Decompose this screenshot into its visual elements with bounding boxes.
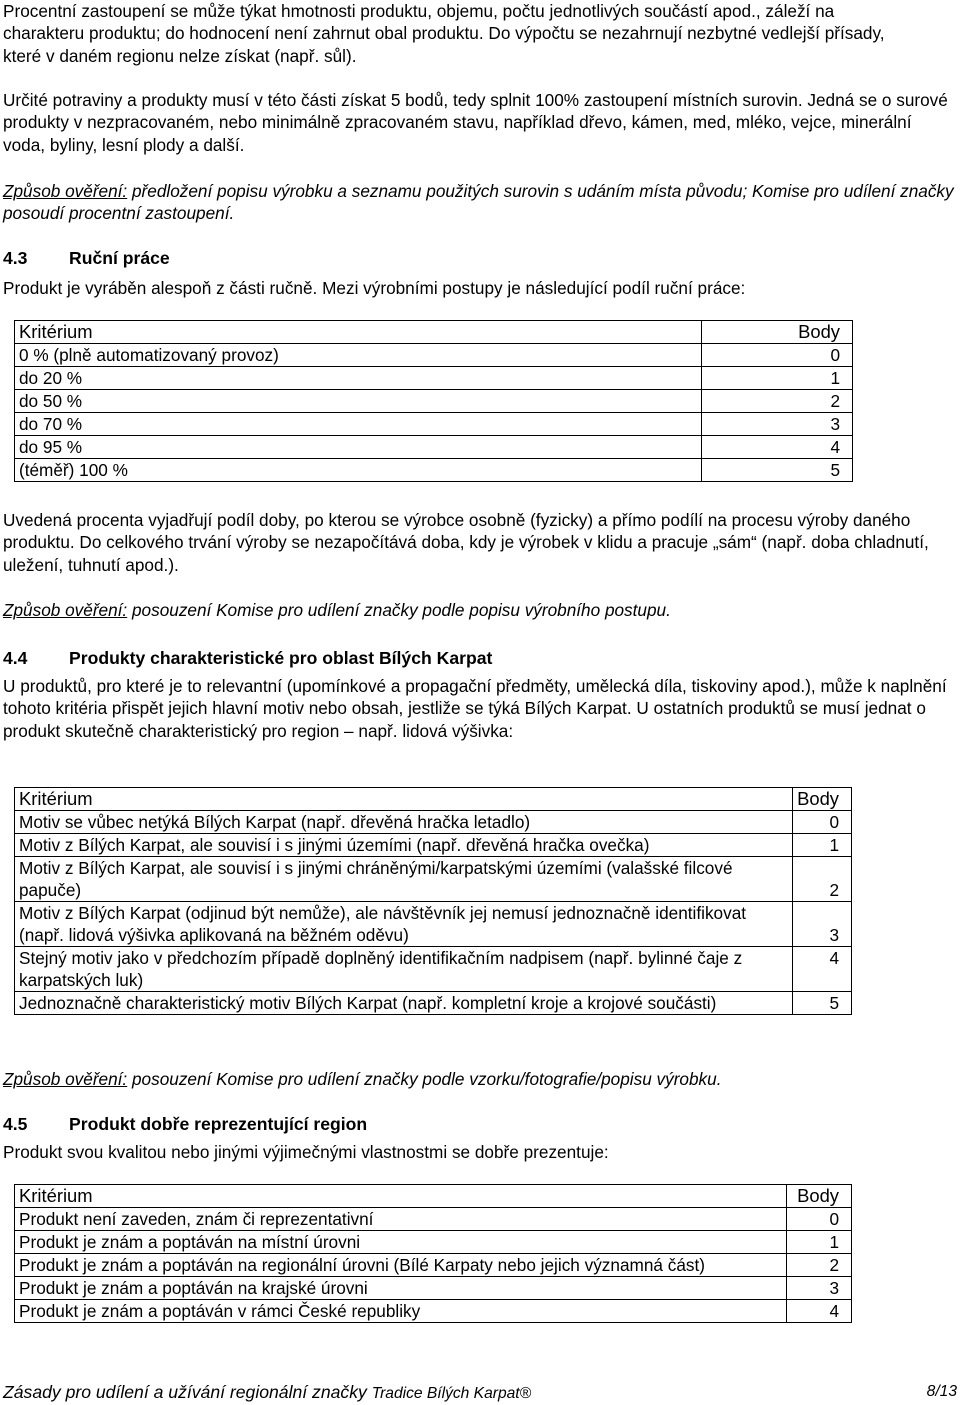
points-cell: 1 bbox=[786, 1231, 851, 1254]
verification-label: Způsob ověření: bbox=[3, 181, 128, 201]
points-cell: 5 bbox=[702, 459, 853, 482]
header-points: Body bbox=[793, 788, 852, 811]
criteria-table-reputation bbox=[14, 1184, 852, 1323]
points-cell: 5 bbox=[793, 992, 852, 1015]
criterion-cell: do 50 % bbox=[15, 390, 702, 413]
footer-title: Zásady pro udílení a užívání regionální značky bbox=[3, 1382, 372, 1402]
table-row bbox=[15, 1300, 852, 1323]
table-row bbox=[15, 390, 853, 413]
table-row bbox=[15, 1254, 852, 1277]
table-row bbox=[15, 344, 853, 367]
section-intro-4-4: U produktů, pro které je to relevantní (upomínkové a propagační předměty, umělecká díla, tiskoviny apod.), může k naplnění tohoto kritéria přispět jejich hlavní motiv nebo obsah, jestliže se týká Bílých Karpat. U ostatních produktů se musí jednat o produkt skutečně charakteristický pro region – např. lidová výšivka: bbox=[3, 676, 947, 741]
section-title: Produkty charakteristické pro oblast Bílých Karpat bbox=[69, 648, 493, 668]
table-row bbox=[15, 834, 852, 857]
criterion-cell: Motiv z Bílých Karpat, ale souvisí i s jinými územími (např. dřevěná hračka ovečka) bbox=[15, 834, 793, 857]
verification-label: Způsob ověření: bbox=[3, 600, 128, 620]
section-title: Ruční práce bbox=[69, 248, 170, 268]
criterion-cell: 0 % (plně automatizovaný provoz) bbox=[15, 344, 702, 367]
verification-4-2 bbox=[3, 180, 957, 225]
criterion-cell: Motiv se vůbec netýká Bílých Karpat (např. dřevěná hračka letadlo) bbox=[15, 811, 793, 834]
table-row bbox=[15, 367, 853, 390]
section-intro-4-5: Produkt svou kvalitou nebo jinými výjimečnými vlastnostmi se dobře prezentuje: bbox=[3, 1142, 609, 1162]
points-cell: 3 bbox=[702, 413, 853, 436]
section-number: 4.4 bbox=[3, 648, 28, 668]
section-heading-4-5 bbox=[3, 1113, 367, 1135]
criterion-cell: do 20 % bbox=[15, 367, 702, 390]
criterion-cell: Produkt je znám a poptáván na regionální úrovni (Bílé Karpaty nebo jejich významná část) bbox=[15, 1254, 787, 1277]
table-header-row bbox=[15, 321, 853, 344]
verification-label: Způsob ověření: bbox=[3, 1069, 128, 1089]
points-cell: 1 bbox=[702, 367, 853, 390]
points-cell: 3 bbox=[786, 1277, 851, 1300]
section-heading-4-4 bbox=[3, 647, 492, 669]
criterion-cell: Produkt není zaveden, znám či reprezentativní bbox=[15, 1208, 787, 1231]
points-cell: 2 bbox=[702, 390, 853, 413]
table-row bbox=[15, 413, 853, 436]
table-header-row bbox=[15, 788, 852, 811]
points-cell: 1 bbox=[793, 834, 852, 857]
criterion-cell: Produkt je znám a poptáván na krajské úrovni bbox=[15, 1277, 787, 1300]
criterion-cell: do 70 % bbox=[15, 413, 702, 436]
header-criterion: Kritérium bbox=[15, 1185, 787, 1208]
points-cell: 2 bbox=[786, 1254, 851, 1277]
criteria-table-motif bbox=[14, 787, 852, 1015]
table-header-row bbox=[15, 1185, 852, 1208]
verification-4-4 bbox=[3, 1068, 957, 1090]
table-row bbox=[15, 947, 852, 992]
section-intro-4-3: Produkt je vyráběn alespoň z části ručně. Mezi výrobními postupy je následující podíl ruční práce: bbox=[3, 278, 746, 298]
section-number: 4.5 bbox=[3, 1114, 28, 1134]
criteria-table-handwork bbox=[14, 320, 853, 482]
table-row bbox=[15, 1231, 852, 1254]
points-cell: 4 bbox=[702, 436, 853, 459]
points-cell: 0 bbox=[702, 344, 853, 367]
section-title: Produkt dobře reprezentující region bbox=[69, 1114, 368, 1134]
table-row bbox=[15, 902, 852, 947]
paragraph-handwork-explanation: Uvedená procenta vyjadřují podíl doby, po kterou se výrobce osobně (fyzicky) a přímo podílí na procesu výroby daného produktu. Do celkového trvání výroby se nezapočítává doba, kdy je výrobek v klidu a pracuje „sám“ (např. doba chladnutí, uležení, tuhnutí apod.). bbox=[3, 510, 929, 575]
points-cell: 3 bbox=[793, 902, 852, 947]
criterion-cell: (téměř) 100 % bbox=[15, 459, 702, 482]
points-cell: 4 bbox=[786, 1300, 851, 1323]
verification-text: posouzení Komise pro udílení značky podle popisu výrobního postupu. bbox=[127, 600, 671, 620]
table-row bbox=[15, 459, 853, 482]
points-cell: 0 bbox=[793, 811, 852, 834]
header-criterion: Kritérium bbox=[15, 788, 793, 811]
section-heading-4-3 bbox=[3, 247, 170, 269]
points-cell: 4 bbox=[793, 947, 852, 992]
criterion-cell: do 95 % bbox=[15, 436, 702, 459]
verification-text: předložení popisu výrobku a seznamu použitých surovin s udáním místa původu; Komise pro udílení značky posoudí procentní zastoupení. bbox=[3, 181, 954, 224]
criterion-cell: Produkt je znám a poptáván na místní úrovni bbox=[15, 1231, 787, 1254]
table-row bbox=[15, 992, 852, 1015]
criterion-cell: Jednoznačně charakteristický motiv Bílých Karpat (např. kompletní kroje a krojové součásti) bbox=[15, 992, 793, 1015]
verification-4-3 bbox=[3, 599, 957, 621]
points-cell: 2 bbox=[793, 857, 852, 902]
table-row bbox=[15, 1277, 852, 1300]
page-footer bbox=[3, 1381, 957, 1405]
header-points: Body bbox=[702, 321, 853, 344]
table-row bbox=[15, 1208, 852, 1231]
page-number: 8/13 bbox=[926, 1383, 957, 1400]
footer-brand: Tradice Bílých Karpat® bbox=[371, 1385, 532, 1402]
header-points: Body bbox=[786, 1185, 851, 1208]
verification-text: posouzení Komise pro udílení značky podle vzorku/fotografie/popisu výrobku. bbox=[127, 1069, 722, 1089]
paragraph-raw-products: Určité potraviny a produkty musí v této části získat 5 bodů, tedy splnit 100% zastoupení místních surovin. Jedná se o surové produkty v nezpracovaném, nebo minimálně zpracovaném stavu, například dřevo, kámen, med, mléko, vejce, minerální voda, byliny, lesní plody a další. bbox=[3, 90, 948, 155]
table-row bbox=[15, 811, 852, 834]
header-criterion: Kritérium bbox=[15, 321, 702, 344]
table-row bbox=[15, 436, 853, 459]
criterion-cell: Produkt je znám a poptáván v rámci České republiky bbox=[15, 1300, 787, 1323]
criterion-cell: Motiv z Bílých Karpat, ale souvisí i s jinými chráněnými/karpatskými územími (valašské filcové papuče) bbox=[15, 857, 793, 902]
section-number: 4.3 bbox=[3, 248, 28, 268]
points-cell: 0 bbox=[786, 1208, 851, 1231]
paragraph-percentage: Procentní zastoupení se může týkat hmotnosti produktu, objemu, počtu jednotlivých součástí apod., záleží na charakteru produktu; do hodnocení není zahrnut obal produktu. Do výpočtu se nezahrnují nezbytné vedlejší přísady, které v daném regionu nelze získat (např. sůl). bbox=[3, 1, 885, 66]
table-row bbox=[15, 857, 852, 902]
criterion-cell: Stejný motiv jako v předchozím případě doplněný identifikačním nadpisem (např. bylinné čaje z karpatských luk) bbox=[15, 947, 793, 992]
criterion-cell: Motiv z Bílých Karpat (odjinud být nemůže), ale návštěvník jej nemusí jednoznačně identifikovat (např. lidová výšivka aplikovaná na běžném oděvu) bbox=[15, 902, 793, 947]
